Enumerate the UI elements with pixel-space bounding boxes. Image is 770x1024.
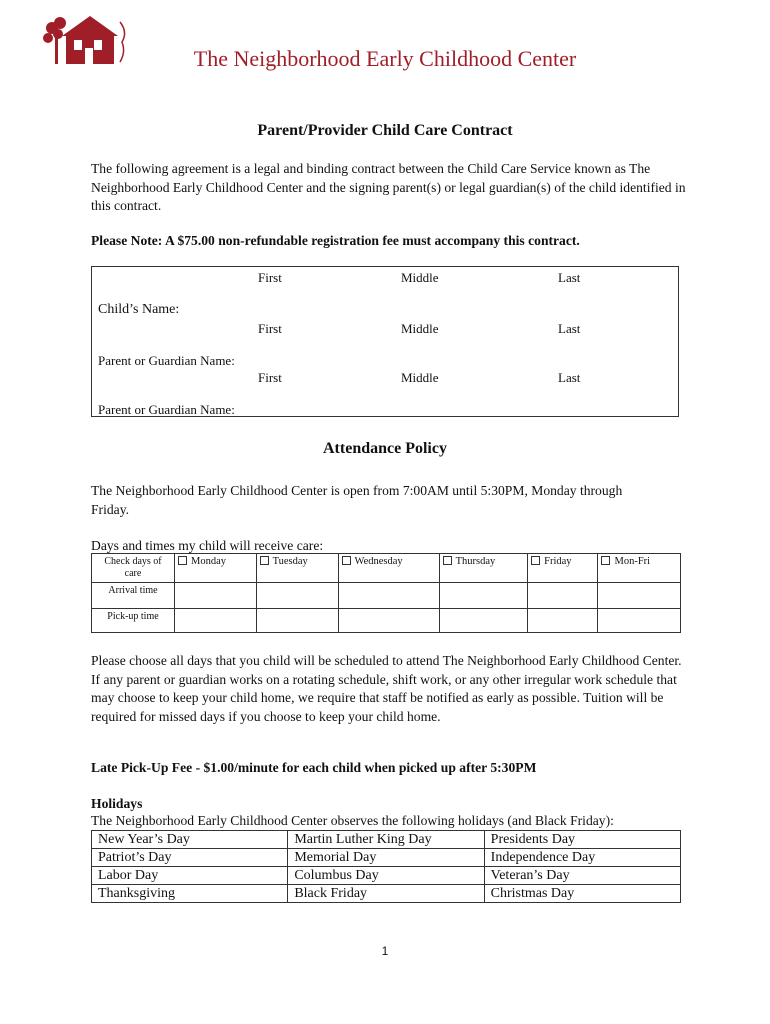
col-first: First [258,370,282,385]
holiday-cell: Presidents Day [484,831,680,849]
day-label: Monday [191,556,226,567]
checkbox-icon[interactable] [342,556,351,565]
holidays-heading: Holidays [91,796,143,811]
attendance-policy-title: Attendance Policy [323,440,447,457]
check-days-label: Check days of care [92,554,175,583]
holiday-cell: Martin Luther King Day [288,831,484,849]
col-first: First [258,270,282,285]
day-label: Wednesday [354,556,403,567]
guardian-name-label: Parent or Guardian Name: [98,353,235,368]
holiday-cell: Christmas Day [484,885,680,903]
holiday-cell: Veteran’s Day [484,867,680,885]
col-middle: Middle [401,321,439,336]
pickup-time-label: Pick-up time [92,609,175,633]
day-label: Thursday [455,556,496,567]
day-label: Mon-Fri [614,556,651,567]
day-label: Friday [544,556,572,567]
registration-fee-note: Please Note: A $75.00 non-refundable registration fee must accompany this contract. [91,233,580,248]
pickup-cell[interactable] [598,609,681,633]
hours-paragraph: The Neighborhood Early Childhood Center is open from 7:00AM until 5:30PM, Monday through Friday. [91,483,623,517]
checkbox-icon[interactable] [178,556,187,565]
day-checkbox-friday[interactable] [528,554,598,583]
holiday-cell: Thanksgiving [92,885,288,903]
arrival-cell[interactable] [256,583,338,609]
document-title: Parent/Provider Child Care Contract [257,122,513,139]
child-name-label: Child’s Name: [98,302,180,317]
arrival-cell[interactable] [528,583,598,609]
arrival-time-label: Arrival time [92,583,175,609]
schedule-paragraph: Please choose all days that you child will be scheduled to attend The Neighborhood Early Childhood Center. If any parent or guardian works on a rotating schedule, shift work, or any other irregular work schedule that may choose to keep your child home, we require that staff be notified as early as possible. Tuition will be required for missed days if you choose to keep your child home. [91,653,682,724]
holiday-cell: Columbus Day [288,867,484,885]
holidays-intro: The Neighborhood Early Childhood Center observes the following holidays (and Black Friday): [91,813,614,828]
guardian-name-label-2: Parent or Guardian Name: [98,402,235,417]
page-number: 1 [381,944,389,958]
intro-paragraph: The following agreement is a legal and binding contract between the Child Care Service known as The Neighborhood Early Childhood Center and the signing parent(s) or legal guardian(s) of the child identified in this contract. [91,161,686,213]
holiday-cell: Independence Day [484,849,680,867]
day-checkbox-thursday[interactable] [439,554,528,583]
day-checkbox-tuesday[interactable] [256,554,338,583]
pickup-cell[interactable] [439,609,528,633]
pickup-cell[interactable] [338,609,439,633]
holiday-cell: Black Friday [288,885,484,903]
col-middle: Middle [401,370,439,385]
arrival-cell[interactable] [439,583,528,609]
days-prompt: Days and times my child will receive care: [91,538,324,553]
care-schedule-table [91,553,681,633]
arrival-cell[interactable] [175,583,257,609]
pickup-cell[interactable] [256,609,338,633]
checkbox-icon[interactable] [531,556,540,565]
holiday-cell: Labor Day [92,867,288,885]
col-last: Last [558,270,581,285]
late-fee-text: Late Pick-Up Fee - $1.00/minute for each child when picked up after 5:30PM [91,760,537,775]
holiday-cell: Patriot’s Day [92,849,288,867]
holidays-table [91,830,681,903]
checkbox-icon[interactable] [601,556,610,565]
day-checkbox-wednesday[interactable] [338,554,439,583]
names-table [91,266,679,417]
holiday-cell: Memorial Day [288,849,484,867]
col-last: Last [558,370,581,385]
org-title: The Neighborhood Early Childhood Center [193,46,577,71]
col-last: Last [558,321,581,336]
col-middle: Middle [401,270,439,285]
day-checkbox-monday[interactable] [175,554,257,583]
col-first: First [258,321,282,336]
holiday-cell: New Year’s Day [92,831,288,849]
arrival-cell[interactable] [338,583,439,609]
checkbox-icon[interactable] [443,556,452,565]
pickup-cell[interactable] [175,609,257,633]
pickup-cell[interactable] [528,609,598,633]
day-label: Tuesday [272,556,308,567]
checkbox-icon[interactable] [260,556,269,565]
day-checkbox-mon-fri[interactable] [598,554,681,583]
arrival-cell[interactable] [598,583,681,609]
